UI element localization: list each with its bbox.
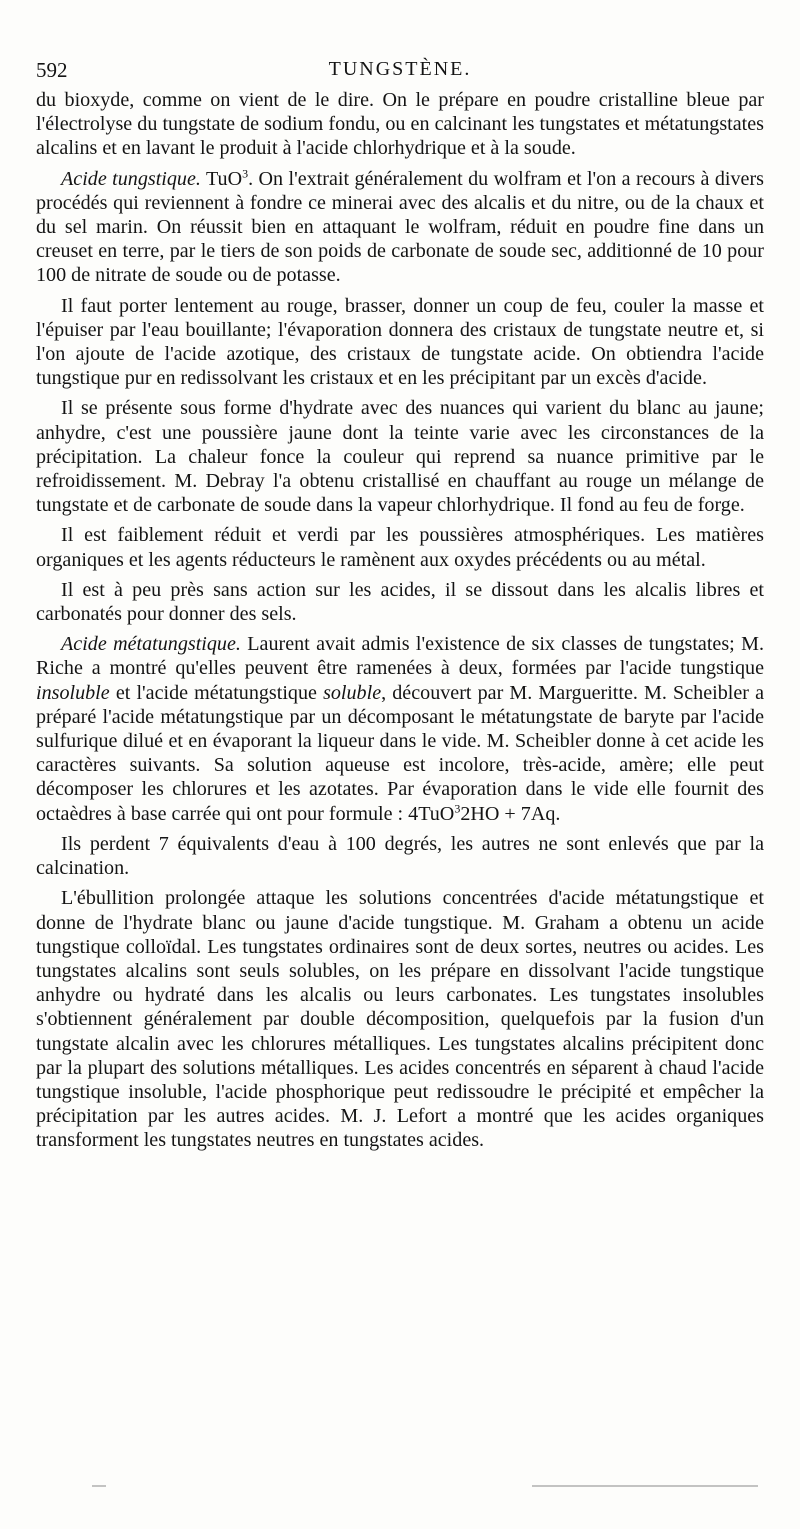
running-title: TUNGSTÈNE. [328, 58, 472, 80]
chemical-formula: 4TuO$^3$2HO + 7Aq. [408, 801, 561, 825]
page-header [36, 50, 764, 88]
paragraph-text: et l'acide métatungstique [109, 681, 324, 704]
section-term: Acide tungstique. [61, 167, 201, 190]
footer-mark-right [532, 1485, 758, 1487]
paragraph-text: Laurent avait admis l'existence de six classes de tungstates; M. Riche a montré qu'elles peuvent être ramenées à deux, formées par l'acide tungstique [36, 633, 764, 680]
paragraph: Ils perdent 7 équivalents d'eau à 100 degrés, les autres ne sont enlevés que par la calcination. [36, 832, 764, 880]
paragraph-text: , découvert par M. Margueritte. M. Scheibler a préparé l'acide métatungstique par un décomposant le métatungstate de baryte par l'acide sulfurique dilué et en évaporant la liqueur dans le vide. M. Scheibler donne à cet acide les caractères suivants. Sa solution aqueuse est incolore, très-acide, amère; elle peut décomposer les chlorures et les azotates. Par évaporation dans le vide elle fournit des octaèdres à base carrée qui ont pour formule : [36, 681, 764, 825]
emphasis-insoluble: insoluble [36, 681, 110, 704]
paragraph: Il est faiblement réduit et verdi par les poussières atmosphériques. Les matières organiques et les agents réducteurs le ramènent aux oxydes précédents ou au métal. [36, 524, 764, 571]
paragraph: du bioxyde, comme on vient de le dire. On le prépare en poudre cristalline bleue par l'électrolyse du tungstate de sodium fondu, ou en calcinant les tungstates et métatungstates alcalins et en lavant le produit à l'acide chlorhydrique et à la soude. [36, 89, 764, 160]
paragraph-acide-metatungstique [36, 632, 764, 826]
paragraph: Il faut porter lentement au rouge, brasser, donner un coup de feu, couler la masse et l'épuiser par l'eau bouillante; l'évaporation donnera des cristaux de tungstate neutre et, si l'on ajoute de l'acide azotique, des cristaux de tungstate acide. On obtiendra l'acide tungstique pur en redissolvant les cristaux et en les précipitant par un excès d'acide. [36, 294, 764, 390]
body-text [36, 88, 764, 1153]
section-term: Acide métatungstique. [61, 633, 241, 656]
emphasis-soluble: soluble [323, 681, 382, 704]
paragraph: Il se présente sous forme d'hydrate avec des nuances qui varient du blanc au jaune; anhydre, c'est une poussière jaune dont la teinte varie avec les circonstances de la précipitation. La chaleur fonce la couleur qui reprend sa nuance primitive par le refroidissement. M. Debray l'a obtenu cristallisé en chauffant au rouge un mélange de tungstate et de carbonate de soude dans la vapeur chlorhydrique. Il fond au feu de forge. [36, 397, 764, 517]
page-number: 592 [36, 58, 68, 82]
paragraph-acide-tungstique [36, 167, 764, 288]
paragraph-text: . On l'extrait généralement du wolfram et l'on a recours à divers procédés qui reviennent à fondre ce minerai avec des alcalis et du nitre, ou de la chaux et du sel marin. On réussit bien en attaquant le wolfram, réduit en poudre fine dans un creuset en terre, par le tiers de son poids de carbonate de soude sec, additionné de 10 pour 100 de nitrate de soude ou de potasse. [36, 167, 764, 287]
chemical-formula: TuO$^3$ [205, 165, 249, 190]
paragraph: Il est à peu près sans action sur les acides, il se dissout dans les alcalis libres et carbonatés pour donner des sels. [36, 578, 764, 626]
paragraph: L'ébullition prolongée attaque les solutions concentrées d'acide métatungstique et donne de l'hydrate blanc ou jaune d'acide tungstique. M. Graham a obtenu un acide tungstique colloïdal. Les tungstates ordinaires sont de deux sortes, neutres ou acides. Les tungstates alcalins sont seuls solubles, on les prépare en dissolvant l'acide tungstique anhydre ou hydraté dans les alcalis ou leurs carbonates. Les tungstates insolubles s'obtiennent généralement par double décomposition, quelquefois par la fusion d'un tungstate alcalin avec les chlorures métalliques. Les tungstates alcalins précipitent donc par la plupart des solutions métalliques. Les acides concentrés en séparent à chaud l'acide tungstique insoluble, l'acide phosphorique peut redissoudre le précipité et empêcher la précipitation par les autres acides. M. J. Lefort a montré que les acides organiques transforment les tungstates neutres en tungstates acides. [36, 887, 764, 1152]
footer-mark-left [92, 1485, 106, 1487]
